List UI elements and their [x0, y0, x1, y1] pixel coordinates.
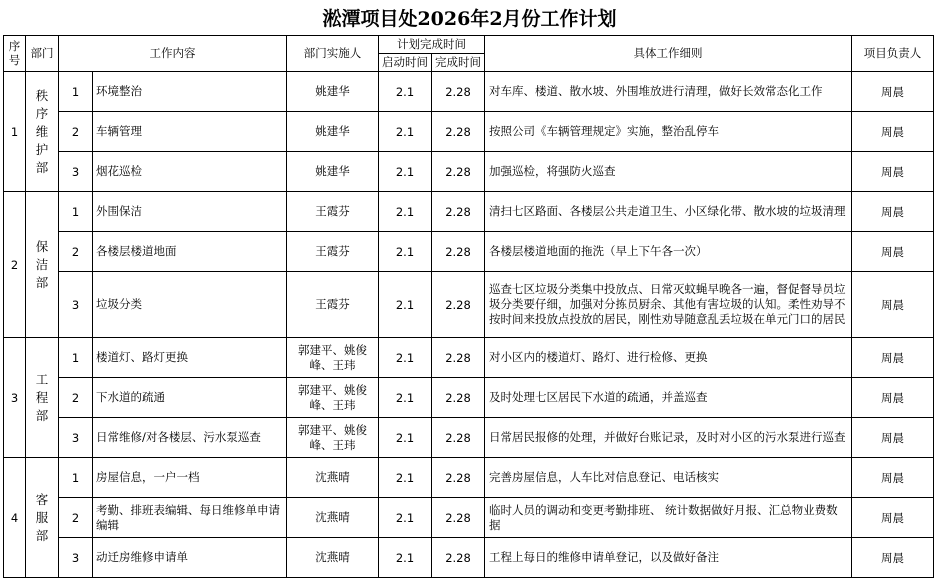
- cell-end-date: 2.28: [432, 72, 485, 112]
- cell-dept: 保洁部: [26, 192, 59, 338]
- cell-implementer: 郭建平、姚俊峰、王玮: [287, 338, 379, 378]
- header-impl: 部门实施人: [287, 36, 379, 72]
- cell-seq: 1: [4, 72, 26, 192]
- cell-detail: 完善房屋信息，人车比对信息登记、电话核实: [485, 458, 852, 498]
- cell-detail: 对小区内的楼道灯、路灯、进行检修、更换: [485, 338, 852, 378]
- cell-owner: 周晨: [852, 458, 934, 498]
- cell-start-date: 2.1: [379, 232, 432, 272]
- cell-end-date: 2.28: [432, 192, 485, 232]
- cell-end-date: 2.28: [432, 538, 485, 578]
- cell-task: 烟花巡检: [93, 152, 287, 192]
- header-dept: 部门: [26, 36, 59, 72]
- header-owner: 项目负责人: [852, 36, 934, 72]
- cell-row-no: 3: [59, 272, 93, 338]
- cell-detail: 按照公司《车辆管理规定》实施，整治乱停车: [485, 112, 852, 152]
- cell-owner: 周晨: [852, 272, 934, 338]
- cell-owner: 周晨: [852, 112, 934, 152]
- cell-start-date: 2.1: [379, 338, 432, 378]
- table-row: [4, 458, 934, 498]
- cell-start-date: 2.1: [379, 458, 432, 498]
- table-body: [4, 72, 934, 578]
- cell-task: 下水道的疏通: [93, 378, 287, 418]
- cell-end-date: 2.28: [432, 112, 485, 152]
- cell-detail: 清扫七区路面、各楼层公共走道卫生、小区绿化带、散水坡的垃圾清理: [485, 192, 852, 232]
- header-seq: 序号: [4, 36, 26, 72]
- cell-end-date: 2.28: [432, 418, 485, 458]
- header-plan-time: 计划完成时间: [379, 36, 485, 54]
- cell-row-no: 1: [59, 458, 93, 498]
- table-row: [4, 538, 934, 578]
- cell-seq: 2: [4, 192, 26, 338]
- cell-seq: 4: [4, 458, 26, 578]
- cell-detail: 对车库、楼道、散水坡、外围堆放进行清理，做好长效常态化工作: [485, 72, 852, 112]
- cell-start-date: 2.1: [379, 538, 432, 578]
- cell-row-no: 2: [59, 498, 93, 538]
- cell-implementer: 郭建平、姚俊峰、王玮: [287, 418, 379, 458]
- table-row: [4, 112, 934, 152]
- cell-end-date: 2.28: [432, 498, 485, 538]
- cell-owner: 周晨: [852, 418, 934, 458]
- cell-detail: 日常居民报修的处理，并做好台账记录，及时对小区的污水泵进行巡查: [485, 418, 852, 458]
- header-end: 完成时间: [432, 54, 485, 72]
- cell-implementer: 姚建华: [287, 72, 379, 112]
- cell-row-no: 3: [59, 538, 93, 578]
- cell-detail: 临时人员的调动和变更考勤排班、 统计数据做好月报、汇总物业费数据: [485, 498, 852, 538]
- cell-row-no: 2: [59, 112, 93, 152]
- cell-implementer: 王霞芬: [287, 272, 379, 338]
- table-row: [4, 192, 934, 232]
- cell-dept: 工程部: [26, 338, 59, 458]
- table-row: [4, 498, 934, 538]
- cell-end-date: 2.28: [432, 272, 485, 338]
- cell-task: 楼道灯、路灯更换: [93, 338, 287, 378]
- header-detail: 具体工作细则: [485, 36, 852, 72]
- cell-task: 各楼层楼道地面: [93, 232, 287, 272]
- cell-implementer: 沈燕晴: [287, 458, 379, 498]
- cell-end-date: 2.28: [432, 458, 485, 498]
- cell-start-date: 2.1: [379, 498, 432, 538]
- cell-end-date: 2.28: [432, 338, 485, 378]
- header-task: 工作内容: [59, 36, 287, 72]
- header-start: 启动时间: [379, 54, 432, 72]
- cell-start-date: 2.1: [379, 192, 432, 232]
- cell-owner: 周晨: [852, 192, 934, 232]
- page-title: 淞潭项目处2026年2月份工作计划: [322, 7, 617, 30]
- cell-dept: 秩序维护部: [26, 72, 59, 192]
- cell-owner: 周晨: [852, 538, 934, 578]
- cell-row-no: 3: [59, 418, 93, 458]
- cell-detail: 各楼层楼道地面的拖洗（早上下午各一次）: [485, 232, 852, 272]
- cell-owner: 周晨: [852, 498, 934, 538]
- cell-start-date: 2.1: [379, 378, 432, 418]
- cell-task: 考勤、排班表编辑、每日维修单申请编辑: [93, 498, 287, 538]
- cell-task: 房屋信息，一户一档: [93, 458, 287, 498]
- cell-owner: 周晨: [852, 72, 934, 112]
- work-plan-table: [3, 35, 934, 578]
- table-row: [4, 72, 934, 112]
- cell-start-date: 2.1: [379, 72, 432, 112]
- table-row: [4, 418, 934, 458]
- table-header: [4, 36, 934, 72]
- cell-seq: 3: [4, 338, 26, 458]
- cell-detail: 加强巡检，将强防火巡查: [485, 152, 852, 192]
- cell-start-date: 2.1: [379, 418, 432, 458]
- table-row: [4, 378, 934, 418]
- cell-implementer: 王霞芬: [287, 232, 379, 272]
- table-row: [4, 338, 934, 378]
- cell-owner: 周晨: [852, 378, 934, 418]
- cell-owner: 周晨: [852, 338, 934, 378]
- cell-implementer: 沈燕晴: [287, 498, 379, 538]
- cell-detail: 工程上每日的维修申请单登记，以及做好备注: [485, 538, 852, 578]
- cell-detail: 巡查七区垃圾分类集中投放点、日常灭蚊蝇早晚各一遍，督促督导员垃圾分类要仔细，加强对分拣员厨余、其他有害垃圾的认知。柔性劝导不按时间来投放点投放的居民，刚性劝导随意乱丢垃圾在单元门口的居民: [485, 272, 852, 338]
- table-row: [4, 152, 934, 192]
- cell-task: 外围保洁: [93, 192, 287, 232]
- cell-row-no: 2: [59, 378, 93, 418]
- table-row: [4, 272, 934, 338]
- cell-implementer: 郭建平、姚俊峰、王玮: [287, 378, 379, 418]
- cell-row-no: 2: [59, 232, 93, 272]
- cell-start-date: 2.1: [379, 152, 432, 192]
- cell-task: 日常维修/对各楼层、污水泵巡查: [93, 418, 287, 458]
- cell-implementer: 沈燕晴: [287, 538, 379, 578]
- cell-dept: 客服部: [26, 458, 59, 578]
- cell-end-date: 2.28: [432, 378, 485, 418]
- cell-detail: 及时处理七区居民下水道的疏通，并盖巡查: [485, 378, 852, 418]
- cell-task: 垃圾分类: [93, 272, 287, 338]
- cell-implementer: 王霞芬: [287, 192, 379, 232]
- cell-owner: 周晨: [852, 232, 934, 272]
- cell-implementer: 姚建华: [287, 152, 379, 192]
- cell-task: 车辆管理: [93, 112, 287, 152]
- cell-task: 环境整治: [93, 72, 287, 112]
- cell-row-no: 1: [59, 338, 93, 378]
- cell-implementer: 姚建华: [287, 112, 379, 152]
- table-row: [4, 232, 934, 272]
- cell-task: 动迁房维修申请单: [93, 538, 287, 578]
- cell-owner: 周晨: [852, 152, 934, 192]
- cell-row-no: 1: [59, 72, 93, 112]
- cell-row-no: 1: [59, 192, 93, 232]
- cell-end-date: 2.28: [432, 152, 485, 192]
- cell-start-date: 2.1: [379, 112, 432, 152]
- cell-row-no: 3: [59, 152, 93, 192]
- cell-start-date: 2.1: [379, 272, 432, 338]
- cell-end-date: 2.28: [432, 232, 485, 272]
